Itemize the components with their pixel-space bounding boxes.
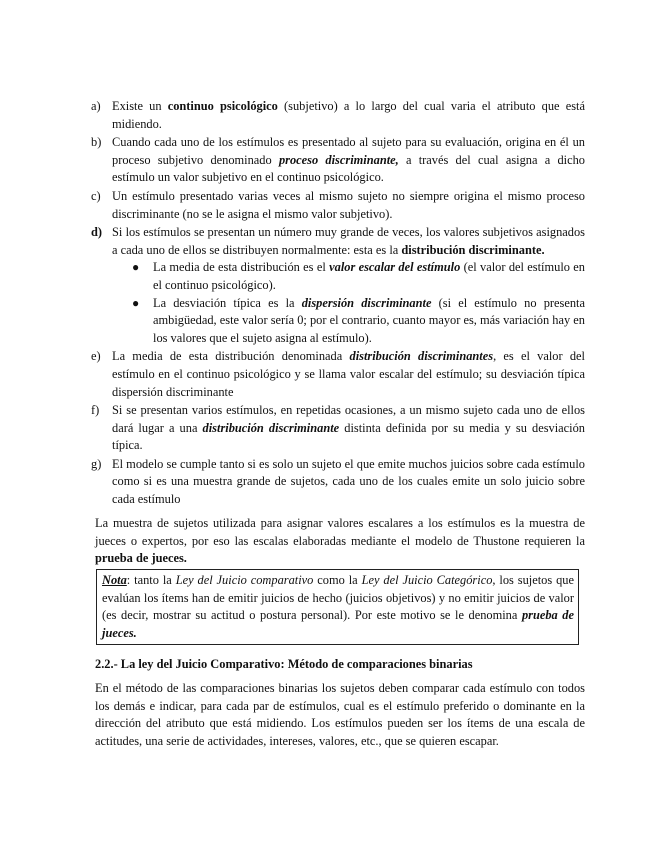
bullet-list bbox=[112, 259, 585, 347]
list-item-g: g) El modelo se cumple tanto si es solo un sujeto el que emite muchos juicios sobre cada estímulo como si es una muestra grande de sujetos, cada uno de los cuales emite un solo juicio sobre cada estímulo bbox=[91, 456, 585, 507]
list-item-c: c) Un estímulo presentado varias veces al mismo sujeto no siempre origina el mismo proceso discriminante (no se le asigna el mismo valor subjetivo). bbox=[91, 188, 585, 221]
bullet-icon: ● bbox=[132, 295, 140, 310]
list-item-a: a) Existe un continuo psicológico (subjetivo) a lo largo del cual varia el atributo que está midiendo. bbox=[91, 99, 585, 131]
list-marker: c) bbox=[91, 188, 101, 203]
bullet-item-mean: ● La media de esta distribución es el valor escalar del estímulo (el valor del estímulo en el continuo psicológico). bbox=[132, 260, 585, 292]
assumptions-list bbox=[91, 98, 585, 510]
binary-comparison-paragraph: En el método de las comparaciones binarias los sujetos deben comparar cada estímulo con todos los demás e indicar, para cada par de estímulos, cual es el estímulo preferido o dominante en la dirección del atributo que está midiendo. Los estímulos pueden ser los ítems de una escala de actitudes, una serie de actividades, intereses, valores, etc., que se quieren escapar. bbox=[95, 681, 585, 748]
list-item-e: e) La media de esta distribución denominada distribución discriminantes, es el valor del estímulo en el continuo psicológico y se llama valor escalar del estímulo; su desviación típica dispersión discriminante bbox=[91, 349, 585, 399]
judges-paragraph: La muestra de sujetos utilizada para asignar valores escalares a los estímulos es la muestra de jueces o expertos, por eso las escalas elaboradas mediante el modelo de Thustone requieren la prueba de jueces. bbox=[95, 516, 585, 566]
list-item-f: f) Si se presentan varios estímulos, en repetidas ocasiones, a un mismo sujeto cada uno de ellos dará lugar a una distribución discriminante distinta definida por su media y su desviación típica. bbox=[91, 403, 585, 453]
list-item-d: d) Si los estímulos se presentan un número muy grande de veces, los valores subjetivos asignados a cada uno de ellos se distribuyen normalmente: esta es la distribución discriminante. ● La media de esta distribución es el valor escalar del estímulo (el valor del estímulo en el continuo psicológico). ● La desviación típica es la dispersión discriminante (si el estímulo no presenta ambigüedad, este valor sería 0; por el contrario, cuanto mayor es, más variación hay en los valores que el sujeto asigna al estímulo). bbox=[91, 224, 585, 347]
note-box: Nota: tanto la Ley del Juicio comparativo como la Ley del Juicio Categórico, los sujetos que evalúan los ítems han de emitir juicios de hecho (juicios objetivos) y no emitir juicios de valor (es decir, mostrar su actitud o postura personal). Por este motivo se le denomina prueba de jueces. bbox=[96, 569, 579, 645]
bullet-icon: ● bbox=[132, 260, 140, 275]
note-label: Nota bbox=[102, 573, 127, 587]
bullet-item-deviation: ● La desviación típica es la dispersión discriminante (si el estímulo no presenta ambigüedad, este valor sería 0; por el contrario, cuanto mayor es, más variación hay en los valores que el sujeto asigna al estímulo). bbox=[132, 295, 585, 345]
list-marker: a) bbox=[91, 99, 101, 113]
list-marker: d) bbox=[91, 225, 103, 240]
list-marker: e) bbox=[91, 349, 101, 364]
list-marker: b) bbox=[91, 135, 102, 150]
list-item-b: b) Cuando cada uno de los estímulos es presentado al sujeto para su evaluación, origina en él un proceso subjetivo denominado proceso discriminante, a través del cual asigna a dicho estímulo un valor subjetivo en el continuo psicológico. bbox=[91, 135, 585, 185]
list-marker: g) bbox=[91, 456, 102, 471]
section-heading: 2.2.- La ley del Juicio Comparativo: Método de comparaciones binarias bbox=[95, 657, 473, 671]
list-marker: f) bbox=[91, 403, 100, 418]
